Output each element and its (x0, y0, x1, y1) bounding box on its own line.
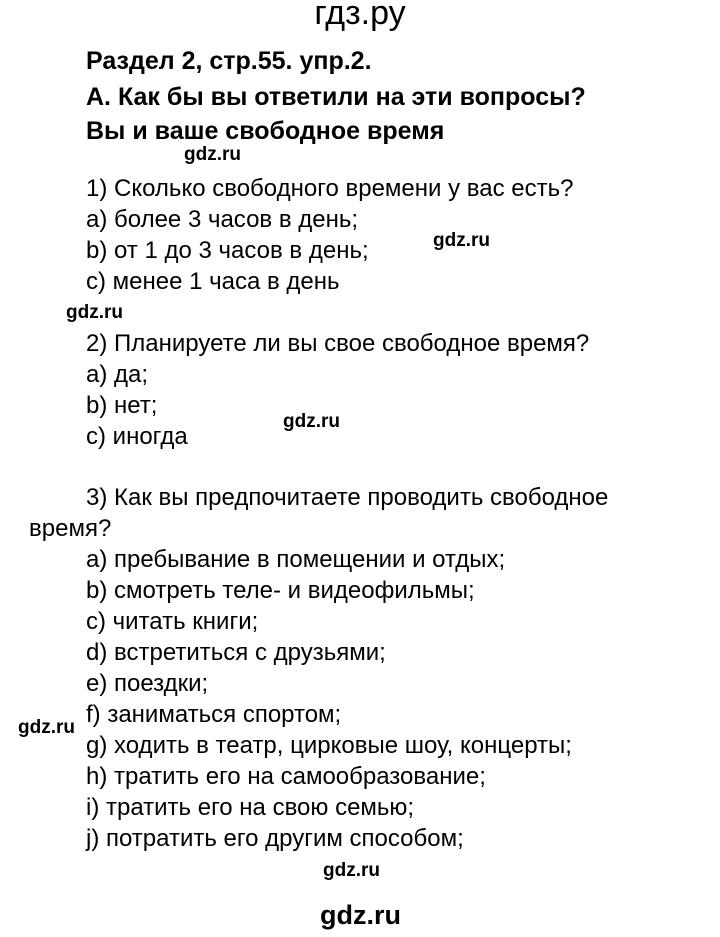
answer-option: g) ходить в театр, цирковые шоу, концерты; (86, 732, 572, 759)
question-text: 3) Как вы предпочитаете проводить свободное (86, 484, 609, 511)
section-heading: Раздел 2, стр.55. упр.2. (86, 47, 372, 75)
answer-option: e) поездки; (86, 670, 209, 697)
question-text: 1) Сколько свободного времени у вас есть? (86, 175, 574, 202)
watermark: gdz.ru (320, 900, 401, 930)
answer-option: i) тратить его на свою семью; (86, 794, 415, 821)
answer-option: b) от 1 до 3 часов в день; (86, 237, 369, 264)
answer-option: d) встретиться с друзьями; (86, 639, 386, 666)
answer-option: b) нет; (86, 392, 158, 419)
answer-option: j) потратить его другим способом; (86, 825, 464, 852)
answer-option: c) читать книги; (86, 608, 259, 635)
topic-heading: Вы и ваше свободное время (86, 117, 445, 145)
site-title: гдз.ру (314, 0, 406, 32)
watermark: gdz.ru (283, 411, 340, 432)
answer-option: c) менее 1 часа в день (86, 268, 340, 295)
answer-option: a) пребывание в помещении и отдых; (86, 546, 506, 573)
answer-option: f) заниматься спортом; (86, 701, 342, 728)
answer-option: a) да; (86, 361, 149, 388)
answer-option: b) смотреть теле- и видеофильмы; (86, 577, 475, 604)
watermark: gdz.ru (184, 144, 241, 165)
watermark: gdz.ru (18, 717, 75, 738)
task-heading: A. Как бы вы ответили на эти вопросы? (86, 83, 586, 111)
watermark: gdz.ru (323, 860, 380, 881)
question-text-continuation: время? (29, 515, 112, 542)
answer-option: a) более 3 часов в день; (86, 206, 359, 233)
watermark: gdz.ru (66, 302, 123, 323)
question-text: 2) Планируете ли вы свое свободное время? (86, 330, 590, 357)
answer-option: h) тратить его на самообразование; (86, 763, 486, 790)
watermark: gdz.ru (433, 230, 490, 251)
answer-option: c) иногда (86, 423, 188, 450)
